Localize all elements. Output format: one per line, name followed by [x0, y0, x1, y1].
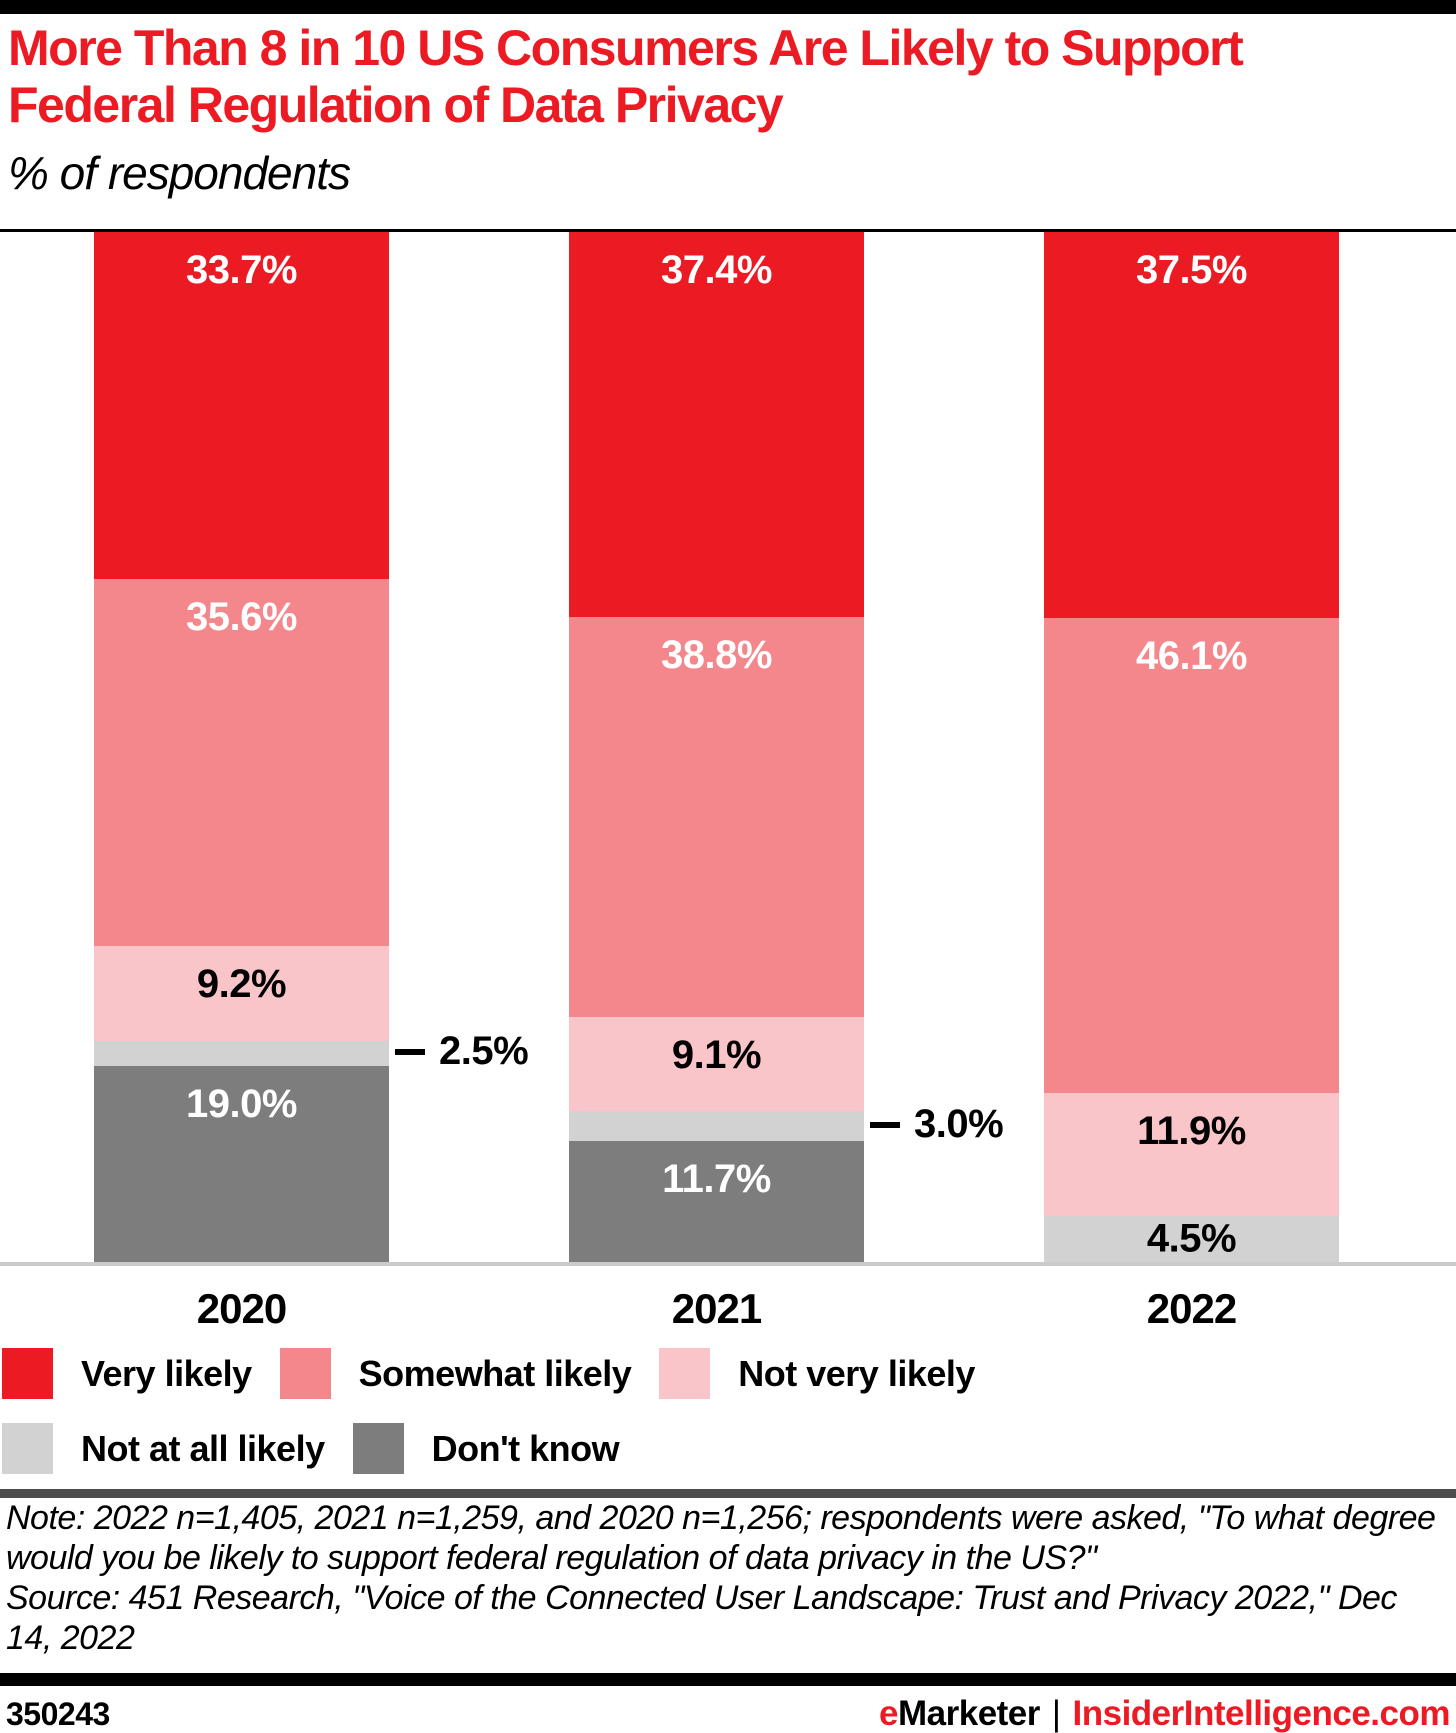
- x-axis-label-2020: 2020: [196, 1285, 287, 1332]
- x-axis-label-2022: 2022: [1146, 1285, 1237, 1332]
- segment-2022-somewhat-likely: [1044, 618, 1339, 1093]
- legend-label: Not very likely: [738, 1352, 975, 1394]
- chart-title-line2: Federal Regulation of Data Privacy: [8, 77, 783, 133]
- stacked-bar-chart: [0, 232, 1456, 1262]
- segment-2020-very-likely: [94, 232, 389, 579]
- segment-2020-not-at-all-likely: [94, 1041, 389, 1067]
- legend-item-somewhat-likely: [280, 1348, 632, 1399]
- emarketer-logo-rest: Marketer: [897, 1694, 1040, 1733]
- value-label-2022: 37.5%: [1136, 248, 1247, 292]
- legend-swatch: [353, 1423, 404, 1474]
- brand-separator: |: [1051, 1694, 1061, 1733]
- value-label-2021: 38.8%: [661, 633, 772, 678]
- bar-2021: [569, 232, 864, 1262]
- segment-2021-not-at-all-likely: [569, 1111, 864, 1142]
- x-axis-label-2021: 2021: [671, 1285, 762, 1332]
- legend-swatch: [659, 1348, 710, 1399]
- chart-note: [6, 1498, 1450, 1658]
- x-axis-labels: [0, 1285, 1456, 1335]
- note-divider: [0, 1489, 1456, 1498]
- value-label-2021: 11.7%: [662, 1157, 771, 1202]
- value-label-2022: 46.1%: [1136, 634, 1247, 679]
- value-label-2020: 19.0%: [186, 1082, 297, 1127]
- value-label-2022: 4.5%: [1146, 1216, 1237, 1261]
- chart-subtitle: % of respondents: [8, 147, 351, 199]
- value-label-2020: 35.6%: [186, 595, 297, 640]
- chart-legend: [2, 1348, 1452, 1498]
- source-text: Source: 451 Research, "Voice of the Connected User Landscape: Trust and Privacy 2022," Dec 14, 2022: [6, 1579, 1397, 1657]
- legend-label: Very likely: [81, 1352, 252, 1394]
- legend-label: Don't know: [431, 1427, 620, 1469]
- legend-swatch: [2, 1348, 53, 1399]
- insider-intelligence-logo: InsiderIntelligence.com: [1072, 1694, 1450, 1733]
- chart-title-line1: More Than 8 in 10 US Consumers Are Likely to Support: [8, 20, 1243, 76]
- segment-2021-not-very-likely: [569, 1017, 864, 1111]
- legend-label: Not at all likely: [81, 1427, 325, 1469]
- value-label-2020: 2.5%: [439, 1029, 529, 1074]
- top-black-bar: [0, 0, 1456, 14]
- legend-item-not-very-likely: [659, 1348, 975, 1399]
- legend-item-very-likely: [2, 1348, 252, 1399]
- value-label-2021: 3.0%: [914, 1102, 1004, 1147]
- legend-row-2: [2, 1423, 1452, 1474]
- legend-swatch: [280, 1348, 331, 1399]
- segment-2020-don-t-know: [94, 1066, 389, 1262]
- segment-2020-somewhat-likely: [94, 579, 389, 946]
- value-label-2022: 11.9%: [1137, 1109, 1246, 1154]
- segment-2021-very-likely: [569, 232, 864, 617]
- segment-2021-don-t-know: [569, 1141, 864, 1262]
- legend-swatch: [2, 1423, 53, 1474]
- segment-2022-not-very-likely: [1044, 1093, 1339, 1216]
- brand-logos: [879, 1694, 1450, 1733]
- value-label-2020: 9.2%: [196, 961, 287, 1006]
- legend-item-don-t-know: [353, 1423, 620, 1474]
- segment-2022-very-likely: [1044, 232, 1339, 618]
- legend-label: Somewhat likely: [358, 1352, 632, 1394]
- segment-2020-not-very-likely: [94, 946, 389, 1041]
- emarketer-logo-e: e: [879, 1694, 898, 1733]
- segment-2021-somewhat-likely: [569, 617, 864, 1017]
- chart-header: [8, 20, 1448, 200]
- legend-item-not-at-all-likely: [2, 1423, 325, 1474]
- bar-2020: [94, 232, 389, 1262]
- segment-2022-not-at-all-likely: [1044, 1216, 1339, 1262]
- bar-2022: [1044, 232, 1339, 1262]
- callout-dash: [870, 1122, 900, 1128]
- callout-2020: [395, 1029, 528, 1074]
- chart-footer: [6, 1694, 1450, 1733]
- callout-dash: [395, 1049, 425, 1055]
- value-label-2020: 33.7%: [186, 248, 297, 292]
- legend-row-1: [2, 1348, 1452, 1399]
- callout-2021: [870, 1102, 1003, 1147]
- note-text: Note: 2022 n=1,405, 2021 n=1,259, and 2020 n=1,256; respondents were asked, "To what degree would you be likely to support federal regulation of data privacy in the US?": [6, 1499, 1436, 1577]
- x-axis-line: [0, 1262, 1456, 1266]
- value-label-2021: 37.4%: [661, 248, 772, 292]
- chart-id: 350243: [6, 1695, 110, 1732]
- value-label-2021: 9.1%: [671, 1032, 762, 1077]
- footer-black-bar: [0, 1673, 1456, 1686]
